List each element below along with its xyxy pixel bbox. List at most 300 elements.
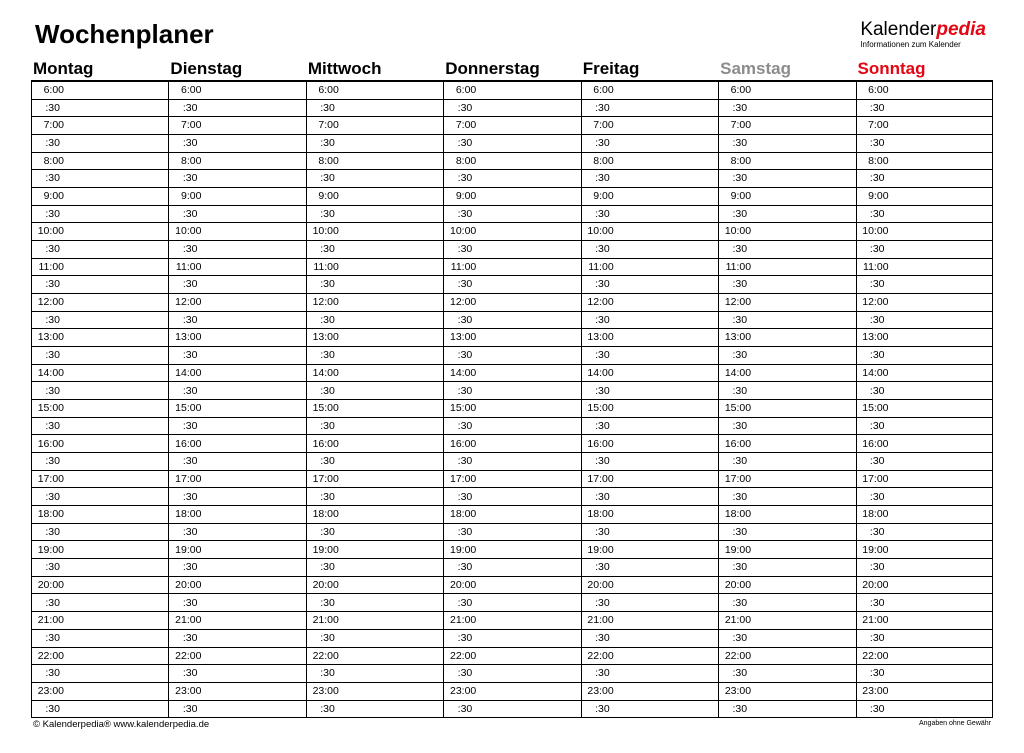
- time-slot[interactable]: [719, 206, 855, 224]
- time-slot[interactable]: [719, 347, 855, 365]
- time-slot[interactable]: [719, 188, 855, 206]
- time-slot[interactable]: [307, 435, 443, 453]
- time-slot[interactable]: [857, 594, 992, 612]
- time-label: :30: [45, 455, 60, 468]
- brand-name-prefix: Kalender: [860, 19, 937, 40]
- time-slot[interactable]: [444, 294, 580, 312]
- time-slot[interactable]: [32, 241, 168, 259]
- time-slot[interactable]: [582, 241, 718, 259]
- time-slot[interactable]: [32, 276, 168, 294]
- time-slot[interactable]: [719, 612, 855, 630]
- time-slot[interactable]: [444, 577, 580, 595]
- time-slot[interactable]: [444, 701, 580, 718]
- time-slot[interactable]: [582, 294, 718, 312]
- time-slot[interactable]: [307, 701, 443, 718]
- time-slot[interactable]: [444, 312, 580, 330]
- time-slot[interactable]: [444, 435, 580, 453]
- time-slot[interactable]: [169, 701, 305, 718]
- time-slot[interactable]: [169, 418, 305, 436]
- time-slot[interactable]: [169, 612, 305, 630]
- time-slot[interactable]: [582, 506, 718, 524]
- time-slot[interactable]: [719, 506, 855, 524]
- time-slot[interactable]: [582, 541, 718, 559]
- time-slot[interactable]: [307, 594, 443, 612]
- time-slot[interactable]: [719, 276, 855, 294]
- time-slot[interactable]: [444, 382, 580, 400]
- time-slot[interactable]: [444, 648, 580, 666]
- time-slot[interactable]: [444, 594, 580, 612]
- time-slot[interactable]: [857, 701, 992, 718]
- time-slot[interactable]: [32, 506, 168, 524]
- time-slot[interactable]: [169, 153, 305, 171]
- time-slot[interactable]: [307, 170, 443, 188]
- time-slot[interactable]: [307, 559, 443, 577]
- time-slot[interactable]: [169, 117, 305, 135]
- time-slot[interactable]: [444, 559, 580, 577]
- time-slot[interactable]: [719, 329, 855, 347]
- time-slot[interactable]: [169, 453, 305, 471]
- time-label: 19:00: [175, 543, 202, 556]
- time-slot[interactable]: [32, 418, 168, 436]
- time-slot[interactable]: [32, 100, 168, 118]
- time-slot[interactable]: [307, 506, 443, 524]
- time-slot[interactable]: [719, 453, 855, 471]
- time-slot[interactable]: [582, 188, 718, 206]
- time-slot[interactable]: [444, 506, 580, 524]
- time-label: 23:00: [587, 684, 614, 697]
- time-slot[interactable]: [169, 648, 305, 666]
- time-slot[interactable]: [169, 665, 305, 683]
- time-label: :30: [732, 278, 748, 291]
- time-slot[interactable]: [857, 259, 992, 277]
- time-slot[interactable]: [444, 630, 580, 648]
- time-slot[interactable]: [582, 170, 718, 188]
- time-slot[interactable]: [857, 612, 992, 630]
- time-slot[interactable]: [719, 241, 855, 259]
- time-label: :30: [457, 278, 473, 291]
- time-slot[interactable]: [32, 435, 168, 453]
- time-slot[interactable]: [32, 135, 168, 153]
- time-slot[interactable]: [857, 223, 992, 241]
- time-label: :30: [595, 525, 610, 538]
- time-slot[interactable]: [719, 400, 855, 418]
- time-slot[interactable]: [169, 188, 305, 206]
- time-slot[interactable]: [169, 435, 305, 453]
- time-slot[interactable]: [32, 223, 168, 241]
- time-slot[interactable]: [444, 329, 580, 347]
- time-slot[interactable]: [719, 471, 855, 489]
- time-slot[interactable]: [857, 365, 992, 383]
- time-slot[interactable]: [169, 400, 305, 418]
- time-label: :30: [320, 702, 335, 715]
- time-label: :30: [732, 667, 748, 680]
- time-slot[interactable]: [857, 153, 992, 171]
- time-label: 11:00: [175, 260, 202, 273]
- time-slot[interactable]: [307, 524, 443, 542]
- time-slot[interactable]: [444, 259, 580, 277]
- time-label: :30: [869, 525, 885, 538]
- time-slot[interactable]: [32, 524, 168, 542]
- time-label: 13:00: [175, 331, 202, 344]
- time-slot[interactable]: [444, 135, 580, 153]
- time-slot[interactable]: [857, 648, 992, 666]
- time-label: :30: [595, 631, 610, 644]
- time-slot[interactable]: [169, 559, 305, 577]
- time-slot[interactable]: [444, 347, 580, 365]
- time-slot[interactable]: [582, 223, 718, 241]
- time-label: 19:00: [37, 543, 64, 556]
- time-label: :30: [732, 596, 748, 609]
- time-slot[interactable]: [444, 170, 580, 188]
- time-slot[interactable]: [857, 100, 992, 118]
- time-slot[interactable]: [719, 524, 855, 542]
- time-slot[interactable]: [444, 188, 580, 206]
- time-slot[interactable]: [444, 418, 580, 436]
- time-slot[interactable]: [307, 294, 443, 312]
- time-slot[interactable]: [444, 612, 580, 630]
- time-slot[interactable]: [169, 524, 305, 542]
- time-slot[interactable]: [307, 312, 443, 330]
- time-slot[interactable]: [857, 117, 992, 135]
- time-slot[interactable]: [719, 153, 855, 171]
- time-slot[interactable]: [169, 241, 305, 259]
- time-slot[interactable]: [719, 382, 855, 400]
- time-slot[interactable]: [857, 170, 992, 188]
- time-slot[interactable]: [32, 630, 168, 648]
- time-slot[interactable]: [32, 453, 168, 471]
- time-slot[interactable]: [307, 206, 443, 224]
- time-slot[interactable]: [307, 276, 443, 294]
- time-slot[interactable]: [582, 329, 718, 347]
- time-slot[interactable]: [32, 82, 168, 100]
- time-slot[interactable]: [857, 471, 992, 489]
- time-slot[interactable]: [582, 488, 718, 506]
- time-slot[interactable]: [444, 82, 580, 100]
- time-slot[interactable]: [719, 701, 855, 718]
- time-label: :30: [182, 702, 198, 715]
- time-slot[interactable]: [444, 488, 580, 506]
- time-slot[interactable]: [444, 665, 580, 683]
- time-slot[interactable]: [32, 683, 168, 701]
- time-slot[interactable]: [307, 82, 443, 100]
- time-slot[interactable]: [582, 453, 718, 471]
- time-slot[interactable]: [857, 665, 992, 683]
- time-slot[interactable]: [582, 594, 718, 612]
- time-label: 19:00: [312, 543, 339, 556]
- time-label: :30: [45, 596, 60, 609]
- time-slot[interactable]: [857, 312, 992, 330]
- time-slot[interactable]: [169, 347, 305, 365]
- time-slot[interactable]: [169, 365, 305, 383]
- time-slot[interactable]: [444, 683, 580, 701]
- time-slot[interactable]: [857, 488, 992, 506]
- time-slot[interactable]: [857, 541, 992, 559]
- time-slot[interactable]: [307, 400, 443, 418]
- time-label: 11:00: [863, 260, 889, 273]
- time-slot[interactable]: [719, 559, 855, 577]
- time-slot[interactable]: [582, 435, 718, 453]
- time-label: :30: [182, 172, 198, 185]
- time-label: :30: [595, 561, 610, 574]
- time-slot[interactable]: [719, 170, 855, 188]
- time-slot[interactable]: [169, 594, 305, 612]
- time-slot[interactable]: [169, 170, 305, 188]
- time-label: :30: [595, 490, 610, 503]
- time-slot[interactable]: [582, 701, 718, 718]
- time-slot[interactable]: [444, 241, 580, 259]
- time-slot[interactable]: [169, 683, 305, 701]
- time-slot[interactable]: [857, 276, 992, 294]
- time-label: 15:00: [37, 402, 64, 415]
- time-slot[interactable]: [307, 418, 443, 436]
- time-label: :30: [595, 384, 610, 397]
- time-slot[interactable]: [169, 488, 305, 506]
- time-slot[interactable]: [582, 648, 718, 666]
- time-slot[interactable]: [307, 347, 443, 365]
- time-slot[interactable]: [32, 347, 168, 365]
- time-slot[interactable]: [857, 206, 992, 224]
- time-label: :30: [182, 631, 198, 644]
- time-slot[interactable]: [444, 206, 580, 224]
- time-slot[interactable]: [32, 365, 168, 383]
- time-slot[interactable]: [307, 382, 443, 400]
- time-slot[interactable]: [582, 312, 718, 330]
- time-slot[interactable]: [582, 400, 718, 418]
- time-slot[interactable]: [719, 365, 855, 383]
- time-slot[interactable]: [719, 294, 855, 312]
- time-slot[interactable]: [857, 241, 992, 259]
- time-slot[interactable]: [719, 577, 855, 595]
- time-slot[interactable]: [444, 117, 580, 135]
- time-slot[interactable]: [719, 418, 855, 436]
- time-slot[interactable]: [169, 577, 305, 595]
- time-label: 18:00: [37, 508, 64, 521]
- time-slot[interactable]: [169, 206, 305, 224]
- time-slot[interactable]: [719, 117, 855, 135]
- time-slot[interactable]: [307, 577, 443, 595]
- time-slot[interactable]: [857, 188, 992, 206]
- time-slot[interactable]: [582, 206, 718, 224]
- time-slot[interactable]: [582, 683, 718, 701]
- time-slot[interactable]: [169, 541, 305, 559]
- time-label: :30: [457, 243, 473, 256]
- time-slot[interactable]: [169, 312, 305, 330]
- time-slot[interactable]: [32, 382, 168, 400]
- time-slot[interactable]: [444, 365, 580, 383]
- time-slot[interactable]: [169, 506, 305, 524]
- time-slot[interactable]: [307, 100, 443, 118]
- time-slot[interactable]: [719, 541, 855, 559]
- time-slot[interactable]: [169, 294, 305, 312]
- time-slot[interactable]: [582, 347, 718, 365]
- time-slot[interactable]: [32, 577, 168, 595]
- time-slot[interactable]: [307, 117, 443, 135]
- time-slot[interactable]: [307, 241, 443, 259]
- time-slot[interactable]: [582, 100, 718, 118]
- time-slot[interactable]: [582, 82, 718, 100]
- time-slot[interactable]: [444, 453, 580, 471]
- time-slot[interactable]: [719, 223, 855, 241]
- time-slot[interactable]: [444, 400, 580, 418]
- time-slot[interactable]: [857, 524, 992, 542]
- time-label: 22:00: [37, 649, 64, 662]
- time-label: :30: [320, 631, 335, 644]
- time-slot[interactable]: [32, 312, 168, 330]
- time-slot[interactable]: [719, 135, 855, 153]
- time-label: :30: [732, 137, 748, 150]
- time-slot[interactable]: [307, 630, 443, 648]
- time-slot[interactable]: [582, 471, 718, 489]
- time-slot[interactable]: [582, 135, 718, 153]
- time-slot[interactable]: [582, 577, 718, 595]
- day-column-freitag: [581, 82, 718, 717]
- time-slot[interactable]: [719, 488, 855, 506]
- time-slot[interactable]: [719, 665, 855, 683]
- time-label: :30: [182, 490, 198, 503]
- time-slot[interactable]: [719, 435, 855, 453]
- time-slot[interactable]: [32, 153, 168, 171]
- time-slot[interactable]: [32, 471, 168, 489]
- time-slot[interactable]: [32, 400, 168, 418]
- time-slot[interactable]: [307, 223, 443, 241]
- time-slot[interactable]: [307, 683, 443, 701]
- time-slot[interactable]: [444, 153, 580, 171]
- time-slot[interactable]: [32, 329, 168, 347]
- time-slot[interactable]: [582, 630, 718, 648]
- time-slot[interactable]: [719, 648, 855, 666]
- time-slot[interactable]: [307, 259, 443, 277]
- time-slot[interactable]: [719, 630, 855, 648]
- time-slot[interactable]: [169, 100, 305, 118]
- time-label: :30: [595, 419, 610, 432]
- time-slot[interactable]: [857, 559, 992, 577]
- time-label: 16:00: [175, 437, 202, 450]
- time-label: 6:00: [180, 84, 202, 97]
- time-slot[interactable]: [169, 82, 305, 100]
- time-slot[interactable]: [719, 594, 855, 612]
- time-slot[interactable]: [582, 382, 718, 400]
- time-label: 23:00: [175, 684, 202, 697]
- time-slot[interactable]: [582, 665, 718, 683]
- time-slot[interactable]: [32, 665, 168, 683]
- time-slot[interactable]: [307, 153, 443, 171]
- time-slot[interactable]: [444, 223, 580, 241]
- time-label: 19:00: [862, 543, 889, 556]
- time-slot[interactable]: [857, 453, 992, 471]
- time-label: 6:00: [318, 84, 339, 97]
- time-slot[interactable]: [444, 471, 580, 489]
- time-slot[interactable]: [169, 471, 305, 489]
- time-slot[interactable]: [32, 117, 168, 135]
- time-slot[interactable]: [169, 259, 305, 277]
- time-label: :30: [45, 313, 60, 326]
- time-slot[interactable]: [857, 630, 992, 648]
- time-slot[interactable]: [169, 276, 305, 294]
- time-slot[interactable]: [857, 435, 992, 453]
- time-slot[interactable]: [719, 100, 855, 118]
- time-slot[interactable]: [857, 347, 992, 365]
- time-slot[interactable]: [32, 648, 168, 666]
- time-slot[interactable]: [444, 100, 580, 118]
- time-slot[interactable]: [32, 612, 168, 630]
- time-slot[interactable]: [32, 559, 168, 577]
- time-slot[interactable]: [582, 418, 718, 436]
- time-slot[interactable]: [307, 471, 443, 489]
- time-slot[interactable]: [719, 312, 855, 330]
- time-label: 17:00: [724, 472, 752, 485]
- time-slot[interactable]: [169, 630, 305, 648]
- time-slot[interactable]: [444, 541, 580, 559]
- time-slot[interactable]: [582, 153, 718, 171]
- time-slot[interactable]: [444, 276, 580, 294]
- time-slot[interactable]: [169, 223, 305, 241]
- time-slot[interactable]: [857, 329, 992, 347]
- time-slot[interactable]: [582, 365, 718, 383]
- time-slot[interactable]: [719, 82, 855, 100]
- time-slot[interactable]: [857, 400, 992, 418]
- time-slot[interactable]: [169, 382, 305, 400]
- time-slot[interactable]: [307, 541, 443, 559]
- time-slot[interactable]: [32, 294, 168, 312]
- time-slot[interactable]: [307, 648, 443, 666]
- time-slot[interactable]: [32, 188, 168, 206]
- time-slot[interactable]: [857, 382, 992, 400]
- time-slot[interactable]: [32, 170, 168, 188]
- time-slot[interactable]: [32, 594, 168, 612]
- time-slot[interactable]: [32, 701, 168, 718]
- time-slot[interactable]: [857, 683, 992, 701]
- time-slot[interactable]: [719, 683, 855, 701]
- time-slot[interactable]: [582, 276, 718, 294]
- time-slot[interactable]: [307, 135, 443, 153]
- time-slot[interactable]: [582, 259, 718, 277]
- time-slot[interactable]: [857, 506, 992, 524]
- day-header-montag: Montag: [33, 59, 94, 78]
- time-slot[interactable]: [857, 135, 992, 153]
- time-slot[interactable]: [719, 259, 855, 277]
- time-slot[interactable]: [857, 418, 992, 436]
- time-slot[interactable]: [857, 577, 992, 595]
- time-slot[interactable]: [32, 541, 168, 559]
- time-slot[interactable]: [582, 559, 718, 577]
- time-slot[interactable]: [307, 365, 443, 383]
- time-label: 12:00: [37, 296, 64, 309]
- time-slot[interactable]: [32, 488, 168, 506]
- time-slot[interactable]: [307, 665, 443, 683]
- time-slot[interactable]: [169, 329, 305, 347]
- time-label: :30: [732, 313, 748, 326]
- time-label: 7:00: [868, 119, 889, 132]
- time-slot[interactable]: [857, 82, 992, 100]
- time-slot[interactable]: [307, 329, 443, 347]
- time-slot[interactable]: [582, 524, 718, 542]
- time-slot[interactable]: [32, 206, 168, 224]
- time-slot[interactable]: [32, 259, 168, 277]
- time-slot[interactable]: [857, 294, 992, 312]
- time-label: :30: [457, 207, 473, 220]
- time-slot[interactable]: [307, 188, 443, 206]
- time-slot[interactable]: [582, 612, 718, 630]
- time-slot[interactable]: [169, 135, 305, 153]
- time-slot[interactable]: [582, 117, 718, 135]
- time-label: 21:00: [587, 614, 614, 627]
- time-slot[interactable]: [444, 524, 580, 542]
- time-slot[interactable]: [307, 488, 443, 506]
- time-slot[interactable]: [307, 453, 443, 471]
- time-slot[interactable]: [307, 612, 443, 630]
- time-label: 15:00: [449, 402, 477, 415]
- time-label: 11:00: [725, 260, 752, 273]
